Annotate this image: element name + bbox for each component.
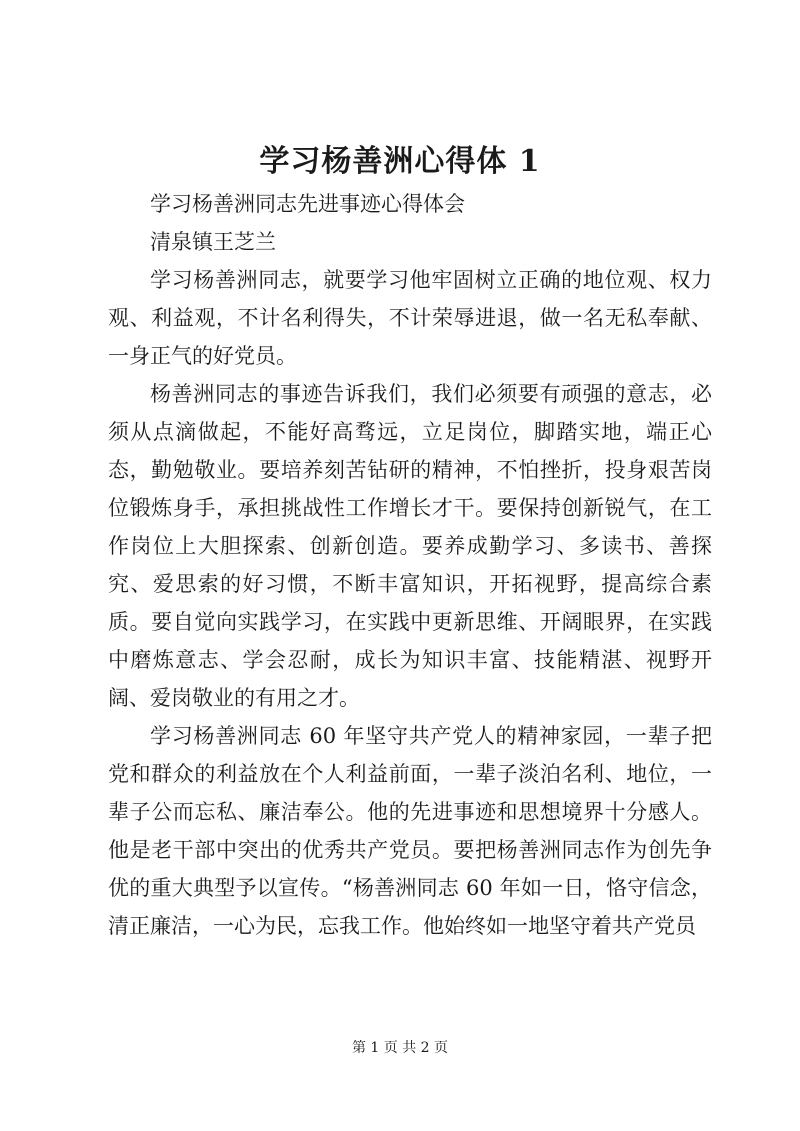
paragraph: 学习杨善洲同志，就要学习他牢固树立正确的地位观、权力观、利益观，不计名利得失，不计荣辱进退，做一名无私奉献、一身正气的好党员。	[108, 268, 712, 368]
document-body	[108, 185, 712, 945]
paragraph: 杨善洲同志的事迹告诉我们，我们必须要有顽强的意志，必须从点滴做起，不能好高骛远，立足岗位，脚踏实地，端正心态，勤勉敬业。要培养刻苦钻研的精神，不怕挫折，投身艰苦岗位锻炼身手，承担挑战性工作增长才干。要保持创新锐气，在工作岗位上大胆探索、创新创造。要养成勤学习、多读书、善探究、爱思索的好习惯，不断丰富知识，开拓视野，提高综合素质。要自觉向实践学习，在实践中更新思维、开阔眼界，在实践中磨炼意志、学会忍耐，成长为知识丰富、技能精湛、视野开阔、爱岗敬业的有用之才。	[108, 382, 712, 710]
author-line: 清泉镇王芝兰	[150, 230, 276, 254]
document-title: 学习杨善洲心得体 1	[259, 144, 541, 179]
subtitle-line: 学习杨善洲同志先进事迹心得体会	[150, 192, 465, 216]
page-number-footer: 第 1 页 共 2 页	[351, 1040, 449, 1056]
paragraph: 学习杨善洲同志 60 年坚守共产党人的精神家园，一辈子把党和群众的利益放在个人利益前面，一辈子淡泊名利、地位，一辈子公而忘私、廉洁奉公。他的先进事迹和思想境界十分感人。他是老干部中突出的优秀共产党员。要把杨善洲同志作为创先争优的重大典型予以宣传。“杨善洲同志 60 年如一日，恪守信念，清正廉洁，一心为民，忘我工作。他始终如一地坚守着共产党员	[108, 724, 712, 938]
